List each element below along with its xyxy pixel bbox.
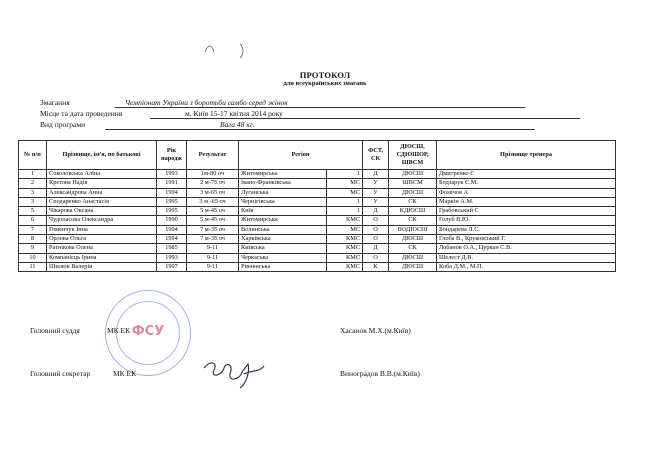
competition-value-wrap (125, 98, 288, 107)
table-cell: Рівненська (239, 262, 327, 271)
stamp-logo: ФСУ (131, 324, 165, 339)
table-cell: Івано-Франківська (239, 179, 327, 188)
table-cell: Шелест Д.В. (437, 253, 616, 262)
secretary-category: МК ЕК (113, 369, 137, 378)
table-cell: Орлова Ольга (47, 235, 157, 244)
table-cell: 7 м-35 оч (187, 225, 239, 234)
document-subtitle: для всеукраїнських змагань (283, 80, 367, 87)
competition-row (40, 98, 70, 107)
table-cell: Харківська (239, 235, 327, 244)
col-header-result: Результат (187, 141, 239, 170)
table-cell: Волинська (239, 225, 327, 234)
table-cell: МС (327, 188, 363, 197)
table-cell: Шилюк Валерія (47, 262, 157, 271)
table-cell: 5 м-45 оч (187, 216, 239, 225)
col-header-coach: Прізвище тренера (437, 141, 616, 170)
table-cell: МС (327, 179, 363, 188)
table-cell: 3 (19, 197, 47, 206)
table-cell: 9-11 (187, 262, 239, 271)
table-row (19, 188, 616, 197)
table-row (19, 235, 616, 244)
table-row (19, 207, 616, 216)
table-cell: К (363, 262, 389, 271)
table-cell: 3 м -65 оч (187, 197, 239, 206)
table-cell: 2 (19, 179, 47, 188)
table-cell: КМС (327, 262, 363, 271)
place-row (40, 109, 122, 118)
table-cell: 7 м-35 оч (187, 235, 239, 244)
table-row (19, 216, 616, 225)
table-cell: ДЮСШ (389, 188, 437, 197)
table-cell: 1 (327, 197, 363, 206)
table-cell: ДЮСШ (389, 235, 437, 244)
chief-judge-name: Хасанов М.Х.(м.Київ) (340, 326, 411, 335)
table-cell: Чікарова Оксана (47, 207, 157, 216)
table-cell: 10 (19, 253, 47, 262)
table-cell: 1995 (157, 207, 187, 216)
table-cell: 1993 (157, 253, 187, 262)
table-cell: ВОДЮСШ (389, 225, 437, 234)
table-cell: У (363, 179, 389, 188)
table-cell: Коба Д.М., М.П. (437, 262, 616, 271)
table-cell: Д (363, 207, 389, 216)
table-cell: МС (327, 225, 363, 234)
table-cell: 3 м-65 оч (187, 188, 239, 197)
table-cell: Компанієць Ірина (47, 253, 157, 262)
table-cell: Чернігівська (239, 197, 327, 206)
table-cell: КМС (327, 235, 363, 244)
results-table (18, 140, 616, 272)
table-cell: 2 м-75 оч (187, 179, 239, 188)
table-cell: У (363, 188, 389, 197)
table-cell: ДЮСШ (389, 170, 437, 179)
table-row (19, 244, 616, 253)
table-cell: 1 (327, 207, 363, 216)
col-header-school: ДЮСШ, СДЮШОР, ШВСМ (389, 141, 437, 170)
table-cell: Александрова Анна (47, 188, 157, 197)
program-label: Вид програми (40, 120, 86, 129)
col-header-year: Рік народж (157, 141, 187, 170)
table-cell: У (363, 197, 389, 206)
program-row (40, 120, 85, 129)
table-cell: Соколовська Аліна (47, 170, 157, 179)
table-cell: Лобанов О.А., Цуркан С.В. (437, 244, 616, 253)
table-cell: Київ (239, 207, 327, 216)
table-row (19, 225, 616, 234)
table-cell: ШВСМ (389, 179, 437, 188)
place-value: м. Київ 15-17 квітня 2014 року (185, 109, 283, 118)
table-cell: 1 (19, 170, 47, 179)
chief-judge-category: МК ЕК (107, 326, 131, 335)
table-cell: 1991 (157, 179, 187, 188)
table-cell: Бодзарук Є.М. (437, 179, 616, 188)
table-row (19, 179, 616, 188)
program-underline (105, 129, 535, 130)
table-cell: 1994 (157, 225, 187, 234)
table-cell: СК (389, 244, 437, 253)
table-cell: Д (363, 244, 389, 253)
program-value-wrap (220, 120, 254, 129)
table-cell: КМС (327, 216, 363, 225)
table-cell: 7 (19, 225, 47, 234)
table-cell: 1990 (157, 216, 187, 225)
table-cell: О (363, 225, 389, 234)
table-cell: Київська (239, 244, 327, 253)
table-cell: 1м-80 оч (187, 170, 239, 179)
table-cell: 5 м-45 оч (187, 207, 239, 216)
table-cell: СК (389, 216, 437, 225)
table-cell: Голуб В.Ю. (437, 216, 616, 225)
table-cell: Грабовський С (437, 207, 616, 216)
secretary-signature-icon (200, 358, 270, 390)
col-header-num: № п/п (19, 141, 47, 170)
table-cell: Сподаренко Анастасія (47, 197, 157, 206)
chief-judge-label: Головний суддя (30, 326, 80, 335)
table-cell: 1994 (157, 235, 187, 244)
table-cell: Д (363, 170, 389, 179)
table-cell: О (363, 235, 389, 244)
table-cell: 3 (19, 188, 47, 197)
table-cell: 5 (19, 207, 47, 216)
table-cell: 1985 (157, 244, 187, 253)
table-cell: Житомирська (239, 170, 327, 179)
table-row (19, 170, 616, 179)
table-cell: Ратнікова Олена (47, 244, 157, 253)
table-cell: КМС (327, 253, 363, 262)
competition-label: Змагання (40, 98, 70, 107)
table-row (19, 197, 616, 206)
table-cell: Луганська (239, 188, 327, 197)
table-header-row (19, 141, 616, 170)
place-label: Місце та дата проведення (40, 109, 123, 118)
table-cell: 1993 (157, 170, 187, 179)
table-cell: Маркін А.М. (437, 197, 616, 206)
col-header-region: Регіон (239, 141, 363, 170)
table-cell: КДЮСШ (389, 207, 437, 216)
table-cell: 9-11 (187, 253, 239, 262)
table-cell: Глоба В., Круковський Г. (437, 235, 616, 244)
table-cell: 8 (19, 235, 47, 244)
table-cell: 11 (19, 262, 47, 271)
pen-mark-icon (200, 40, 260, 60)
table-row (19, 262, 616, 271)
table-cell: Кретова Надія (47, 179, 157, 188)
table-cell: 1997 (157, 262, 187, 271)
table-cell: 1995 (157, 197, 187, 206)
table-cell: КМС (327, 244, 363, 253)
document-title: ПРОТОКОЛ (299, 70, 351, 80)
table-cell: Гоменчук Інна (47, 225, 157, 234)
place-underline (150, 118, 580, 119)
table-cell: Житомирська (239, 216, 327, 225)
table-cell: О (363, 216, 389, 225)
program-value: Вага 48 кг. (220, 120, 255, 129)
table-cell: Дмитренко Є (437, 170, 616, 179)
table-cell: ДЮСШ (389, 262, 437, 271)
col-header-fst: ФСТ, СК (363, 141, 389, 170)
table-cell: 1 (327, 170, 363, 179)
table-cell: Фомічов А (437, 188, 616, 197)
table-cell: Бондарева Л.С. (437, 225, 616, 234)
table-cell: СК (389, 197, 437, 206)
table-cell: Чудопасова Олександра (47, 216, 157, 225)
secretary-label: Головний секретар (30, 369, 91, 378)
competition-value: Чемпіонат України з боротьби самбо серед жінок (125, 98, 288, 107)
table-cell: 1994 (157, 188, 187, 197)
place-value-wrap (185, 109, 283, 118)
table-cell: Черкаська (239, 253, 327, 262)
table-cell: О (363, 253, 389, 262)
secretary-name: Виноградов В.В.(м.Київ) (340, 369, 420, 378)
table-cell: 9 (19, 244, 47, 253)
table-cell: ДЮСШ (389, 253, 437, 262)
competition-underline (115, 107, 525, 108)
col-header-name: Прізвище, ім'я, по батькові (47, 141, 157, 170)
table-cell: 9-11 (187, 244, 239, 253)
table-cell: 6 (19, 216, 47, 225)
table-row (19, 253, 616, 262)
